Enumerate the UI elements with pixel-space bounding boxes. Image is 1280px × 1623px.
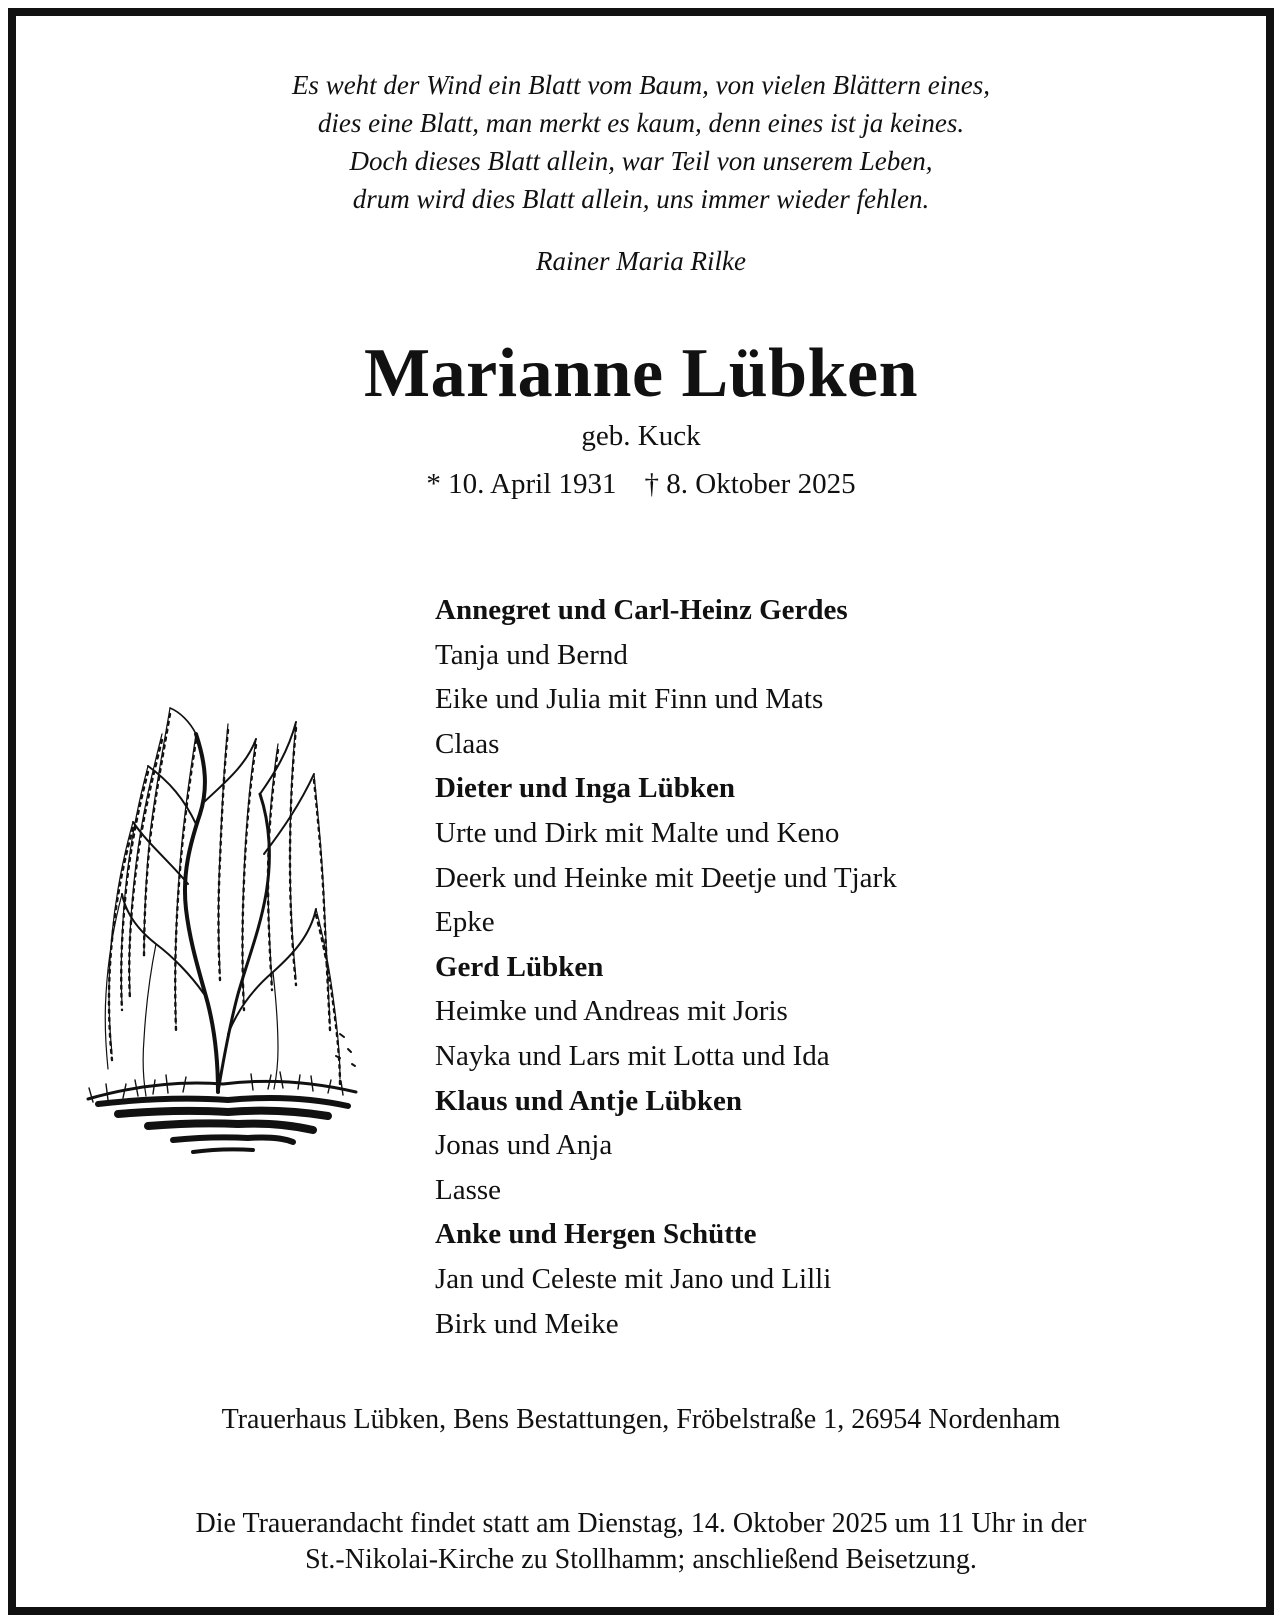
service-line: St.-Nikolai-Kirche zu Stollhamm; anschließend Beisetzung. xyxy=(305,1544,977,1575)
family-list xyxy=(435,588,1235,1346)
family-member: Eike und Julia mit Finn und Mats xyxy=(435,683,824,716)
poem-author: Rainer Maria Rilke xyxy=(536,246,746,276)
birth-date: * 10. April 1931 xyxy=(426,468,617,500)
family-head: Gerd Lübken xyxy=(435,950,604,983)
family-head: Dieter und Inga Lübken xyxy=(435,772,736,805)
deceased-name: Marianne Lübken xyxy=(364,335,918,412)
weeping-willow-icon xyxy=(78,704,368,1204)
poem-line: dies eine Blatt, man merkt es kaum, denn eines ist ja keines. xyxy=(317,108,965,138)
poem-line: Doch dieses Blatt allein, war Teil von unserem Leben, xyxy=(349,146,933,176)
service-line: Die Trauerandacht findet statt am Dienstag, 14. Oktober 2025 um 11 Uhr in der xyxy=(195,1508,1087,1539)
poem xyxy=(16,66,1266,218)
life-dates xyxy=(16,466,1266,502)
family-member: Lasse xyxy=(435,1173,502,1206)
mourning-house-address: Trauerhaus Lübken, Bens Bestattungen, Fröbelstraße 1, 26954 Nordenham xyxy=(221,1404,1061,1435)
funeral-service-info xyxy=(16,1506,1266,1578)
family-head: Klaus und Antje Lübken xyxy=(435,1084,743,1117)
poem-line: Es weht der Wind ein Blatt vom Baum, von vielen Blättern eines, xyxy=(291,70,991,100)
family-member: Jan und Celeste mit Jano und Lilli xyxy=(435,1262,832,1295)
family-member: Urte und Dirk mit Malte und Keno xyxy=(435,816,840,849)
family-member: Epke xyxy=(435,906,495,939)
family-head: Anke und Hergen Schütte xyxy=(435,1218,757,1251)
family-member: Heimke und Andreas mit Joris xyxy=(435,995,788,1028)
family-member: Tanja und Bernd xyxy=(435,638,628,671)
obituary-notice xyxy=(8,8,1274,1615)
family-member: Claas xyxy=(435,727,500,760)
family-member: Nayka und Lars mit Lotta und Ida xyxy=(435,1039,830,1072)
family-head: Annegret und Carl-Heinz Gerdes xyxy=(435,594,848,626)
family-member: Deerk und Heinke mit Deetje und Tjark xyxy=(435,861,897,894)
family-member: Birk und Meike xyxy=(435,1307,619,1340)
family-member: Jonas und Anja xyxy=(435,1129,613,1162)
birth-name: geb. Kuck xyxy=(581,420,701,452)
death-date: † 8. Oktober 2025 xyxy=(644,468,856,500)
poem-line: drum wird dies Blatt allein, uns immer wieder fehlen. xyxy=(352,184,930,214)
